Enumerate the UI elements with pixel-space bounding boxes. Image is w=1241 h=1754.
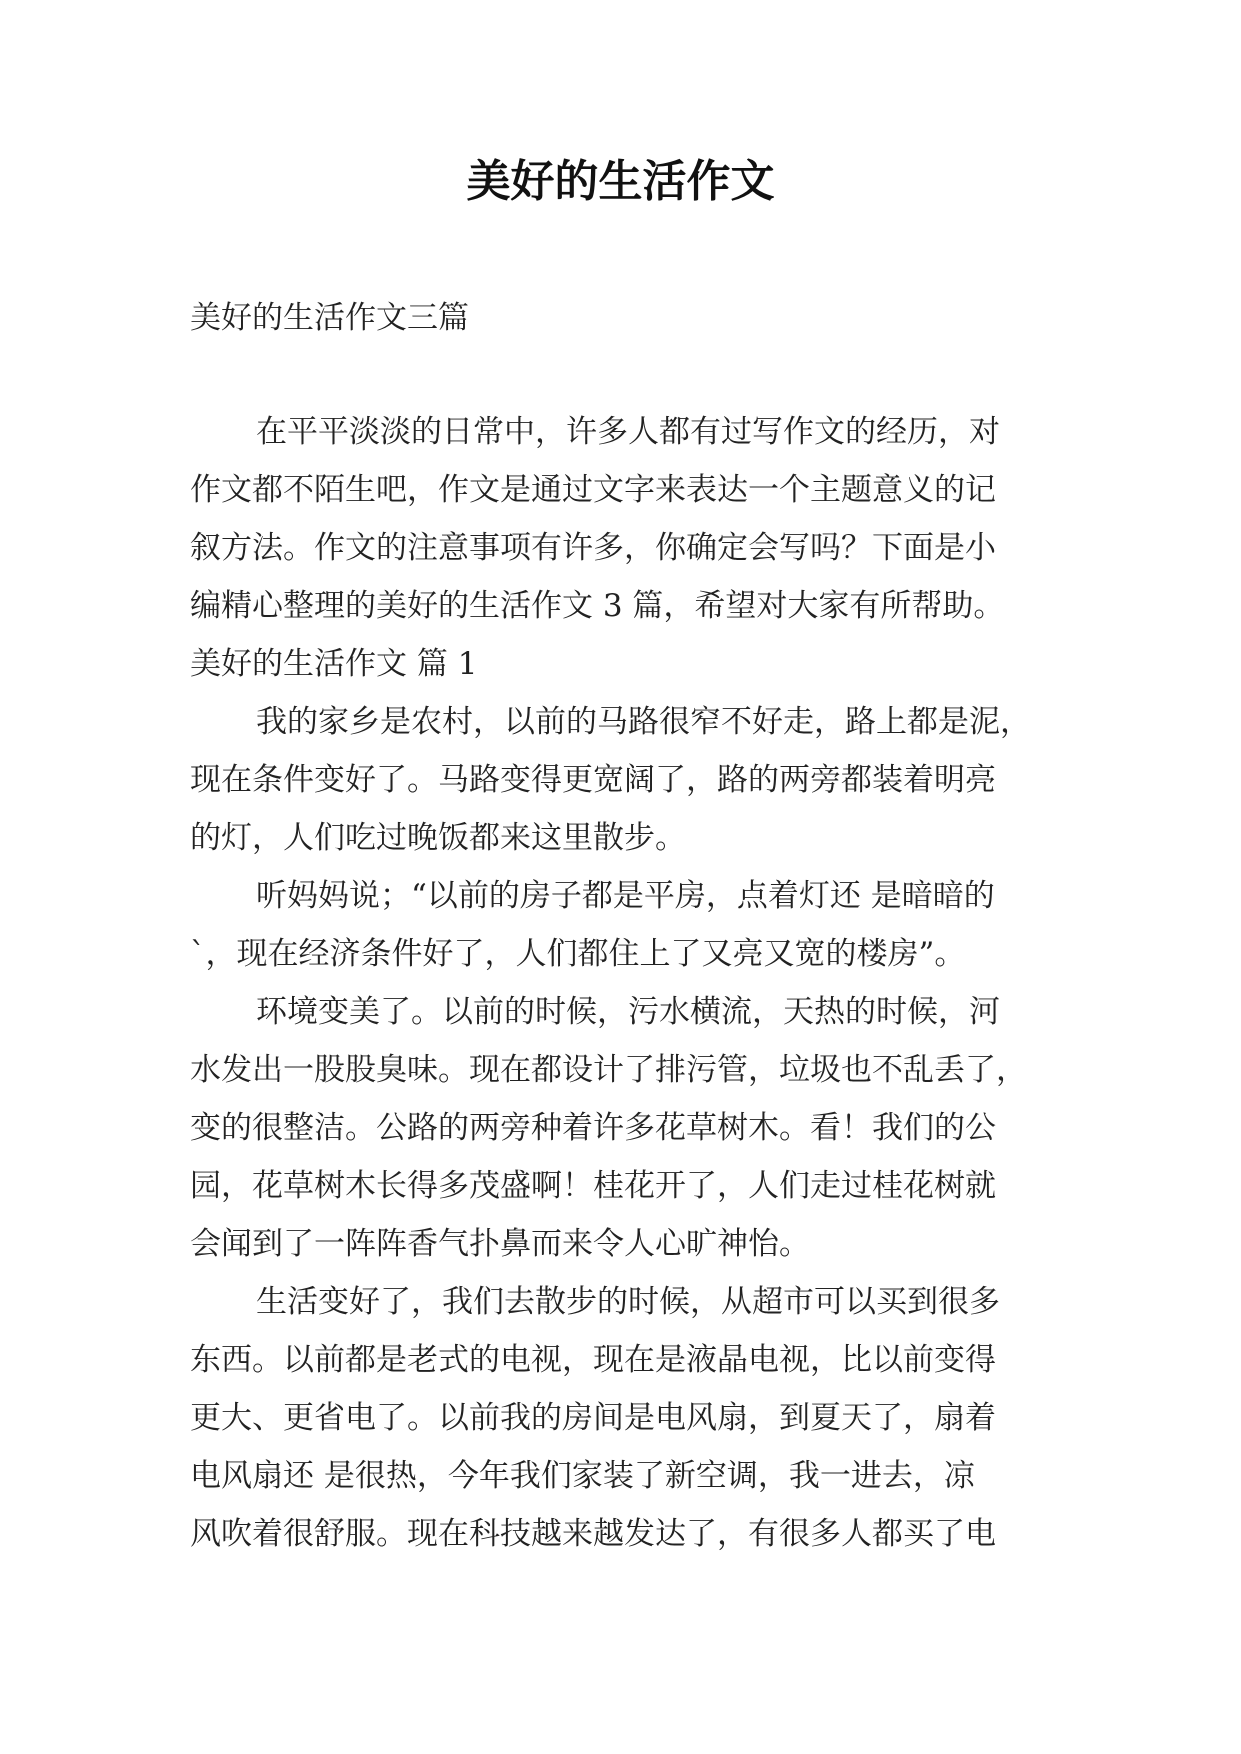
text-line: 变的很整洁。公路的两旁种着许多花草树木。看！我们的公 bbox=[190, 1110, 996, 1146]
text-line: 电风扇还 是很热，今年我们家装了新空调，我一进去，凉 bbox=[190, 1458, 975, 1494]
text-line: `，现在经济条件好了，人们都住上了又亮又宽的楼房”。 bbox=[190, 936, 966, 972]
text-line: 叙方法。作文的注意事项有许多，你确定会写吗？下面是小 bbox=[190, 530, 996, 566]
text-line: 东西。以前都是老式的电视，现在是液晶电视，比以前变得 bbox=[190, 1342, 996, 1378]
text-line: 我的家乡是农村，以前的马路很窄不好走，路上都是泥， bbox=[256, 704, 1031, 740]
text-line: 现在条件变好了。马路变得更宽阔了，路的两旁都装着明亮 bbox=[190, 762, 996, 798]
text-line: 听妈妈说；“以前的房子都是平房，点着灯还 是暗暗的 bbox=[256, 878, 995, 914]
document-subtitle: 美好的生活作文三篇 bbox=[190, 300, 469, 336]
text-line: 环境变美了。以前的时候，污水横流，天热的时候，河 bbox=[256, 994, 1000, 1030]
text-line: 作文都不陌生吧，作文是通过文字来表达一个主题意义的记 bbox=[190, 472, 996, 508]
text-line: 水发出一股股臭味。现在都设计了排污管，垃圾也不乱丢了， bbox=[190, 1052, 1027, 1088]
text-line: 更大、更省电了。以前我的房间是电风扇，到夏天了，扇着 bbox=[190, 1400, 996, 1436]
text-line: 生活变好了，我们去散步的时候，从超市可以买到很多 bbox=[256, 1284, 1000, 1320]
text-line: 的灯，人们吃过晚饭都来这里散步。 bbox=[190, 820, 686, 856]
section-heading: 美好的生活作文 篇 1 bbox=[190, 646, 478, 682]
text-line: 编精心整理的美好的生活作文 3 篇，希望对大家有所帮助。 bbox=[190, 588, 1005, 624]
text-line: 风吹着很舒服。现在科技越来越发达了，有很多人都买了电 bbox=[190, 1516, 996, 1552]
text-line: 园，花草树木长得多茂盛啊！桂花开了，人们走过桂花树就 bbox=[190, 1168, 996, 1204]
text-line: 会闻到了一阵阵香气扑鼻而来令人心旷神怡。 bbox=[190, 1226, 810, 1262]
document-title: 美好的生活作文 bbox=[466, 156, 775, 207]
text-line: 在平平淡淡的日常中，许多人都有过写作文的经历，对 bbox=[256, 414, 1000, 450]
